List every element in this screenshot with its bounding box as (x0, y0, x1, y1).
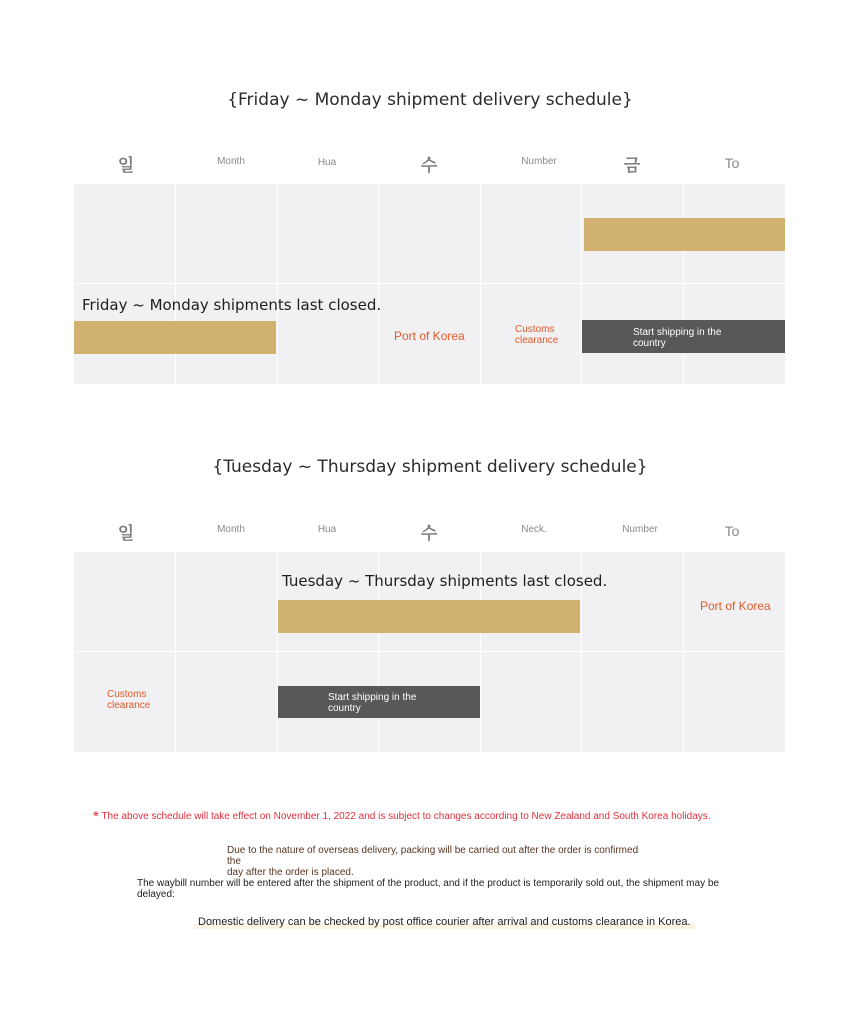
waybill-note: The waybill number will be entered after the shipment of the product, and if the product is temporarily sold out, the shipment may be delayed: (137, 878, 719, 900)
schedule1-port-label: Port of Korea (394, 329, 465, 343)
schedule2-closing-bar (278, 600, 580, 633)
asterisk: * (93, 808, 99, 825)
schedule1-closing-bar (74, 321, 276, 354)
schedule1-closing-text: Friday ~ Monday shipments last closed. (82, 296, 382, 314)
day-wed: 수 (420, 524, 438, 544)
schedule2-customs-label: Customs clearance (107, 689, 151, 711)
day-mon: Month (217, 156, 245, 167)
day-sat: To (724, 523, 740, 539)
day-fri: Number (622, 524, 658, 535)
day-sun: 일 (117, 524, 135, 544)
schedule1-order-bar (584, 218, 785, 251)
schedule1-title: {Friday ~ Monday shipment delivery schedule} (227, 90, 633, 110)
day-wed: 수 (420, 156, 438, 176)
effect-note: * The above schedule will take effect on November 1, 2022 and is subject to changes according to New Zealand and South Korea holidays. (93, 808, 711, 825)
day-fri: 금 (623, 156, 641, 176)
schedule2-port-label: Port of Korea (700, 599, 771, 613)
schedule2-closing-text: Tuesday ~ Thursday shipments last closed. (282, 572, 608, 590)
schedule1-shipping-bar: Start shipping in the country (582, 320, 785, 353)
day-tue: Hua (317, 524, 337, 535)
schedule1-grid (74, 184, 785, 384)
schedule2-title: {Tuesday ~ Thursday shipment delivery schedule} (212, 457, 648, 477)
day-thu: Neck. (521, 524, 547, 535)
packing-note: Due to the nature of overseas delivery, packing will be carried out after the order is confirmed the day after the order is placed. (227, 845, 639, 878)
day-mon: Month (217, 524, 245, 535)
schedule1-customs-label: Customs clearance (515, 324, 559, 346)
day-sat: To (724, 155, 740, 171)
domestic-note: Domestic delivery can be checked by post office courier after arrival and customs clearance in Korea. (194, 915, 695, 929)
day-thu: Number (521, 156, 557, 167)
schedule2-shipping-bar: Start shipping in the country (278, 686, 480, 718)
day-tue: Hua (317, 157, 337, 168)
day-sun: 일 (117, 156, 135, 176)
